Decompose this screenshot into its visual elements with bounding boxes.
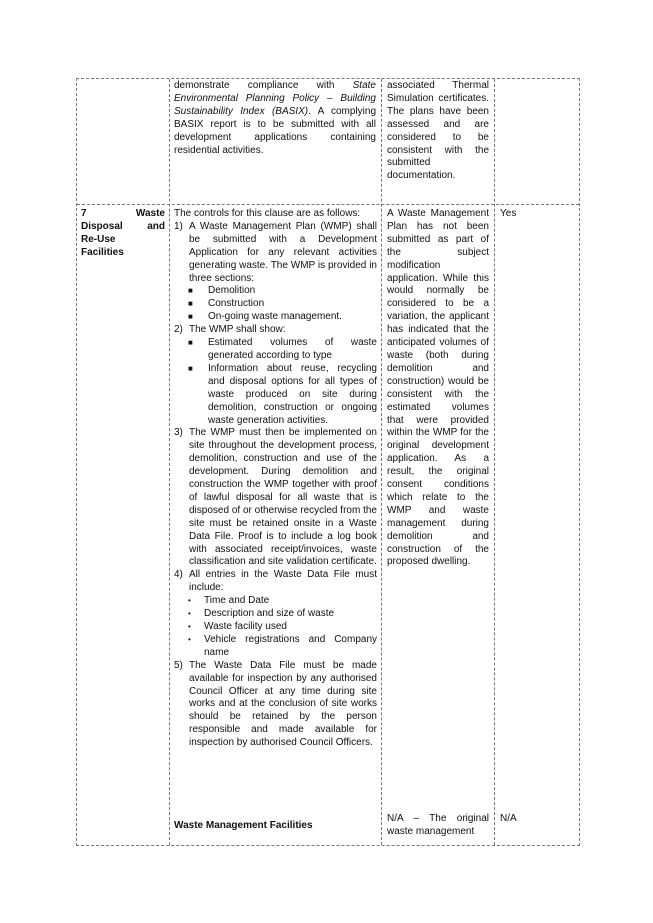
bullet-item: ■ Estimated volumes of waste generated according to type	[188, 337, 377, 361]
column-divider	[381, 79, 382, 845]
bullet-item: • Vehicle registrations and Company name	[188, 633, 377, 658]
assessment-table	[76, 78, 580, 846]
row2-compliance: Yes	[500, 208, 517, 219]
bullet-item: ■ Construction	[188, 298, 265, 310]
intro-text: The controls for this clause are as follows:	[174, 208, 361, 219]
row-divider	[77, 204, 579, 205]
row1-proposal: associated Thermal Simulation certificates. The plans have been assessed and are considered to be consistent with the submitted documentation.	[387, 80, 489, 182]
row3-compliance: N/A	[500, 813, 517, 824]
bullet-item: • Time and Date	[188, 595, 270, 607]
row2-proposal: A Waste Management Plan has not been submitted as part of the subject modification application. While this would normally be considered to be a variation, the applicant has indicated that the anticipated volumes of waste (both during demolition and construction) would be consistent with the estimated volumes that were provided within the WMP for the original development application. As a result, the original consent conditions which relate to the WMP and waste management during demolition and construction of the proposed dwelling.	[387, 208, 489, 568]
row3-proposal: N/A – The original waste management	[387, 813, 489, 837]
bullet-item: • Description and size of waste	[188, 608, 335, 620]
bullet-item: • Waste facility used	[188, 621, 287, 632]
bullet-item: ■ Information about reuse, recycling and disposal options for all types of waste produced on site during demolition, construction or ongoing waste generation activities.	[188, 362, 377, 426]
heading-number: 7	[81, 208, 87, 219]
row2-controls	[174, 208, 377, 750]
control-item: 1) A Waste Management Plan (WMP) shall be submitted with a Development Application for any relevant activities generating waste. The WMP is provided in three sections:	[174, 220, 377, 284]
column-divider	[494, 79, 495, 845]
subheading-waste-facilities: Waste Management Facilities	[174, 820, 313, 831]
row1-controls: demonstrate compliance with State Environmental Planning Policy – Building Sustainability Index (BASIX). A complying BASIX report is to be submitted with all development applications containing residential activities.	[174, 80, 377, 156]
control-item: 2) The WMP shall show:	[174, 324, 286, 336]
column-divider	[169, 79, 170, 845]
row2-heading: 7 Waste Disposal and Re-Use Facilities	[81, 208, 165, 258]
control-item: 5) The Waste Data File must be made available for inspection by any authorised Council Officer at any time during site works and at the conclusion of site works should be retained by the person responsible and made available for inspection by authorised Council Officers.	[174, 659, 377, 749]
bullet-item: ■ Demolition	[188, 285, 256, 297]
control-item: 3) The WMP must then be implemented on site throughout the development process, demolition, construction and use of the development. During demolition and construction the WMP together with proof of lawful disposal for all waste that is disposed of or otherwise recycled from the site must be retained onsite in a Waste Data File. Proof is to include a log book with associated receipt/invoices, waste classification and site validation certificate.	[174, 427, 377, 568]
control-item: 4) All entries in the Waste Data File must include:	[174, 569, 377, 594]
bullet-item: ■ On-going waste management.	[188, 311, 342, 323]
